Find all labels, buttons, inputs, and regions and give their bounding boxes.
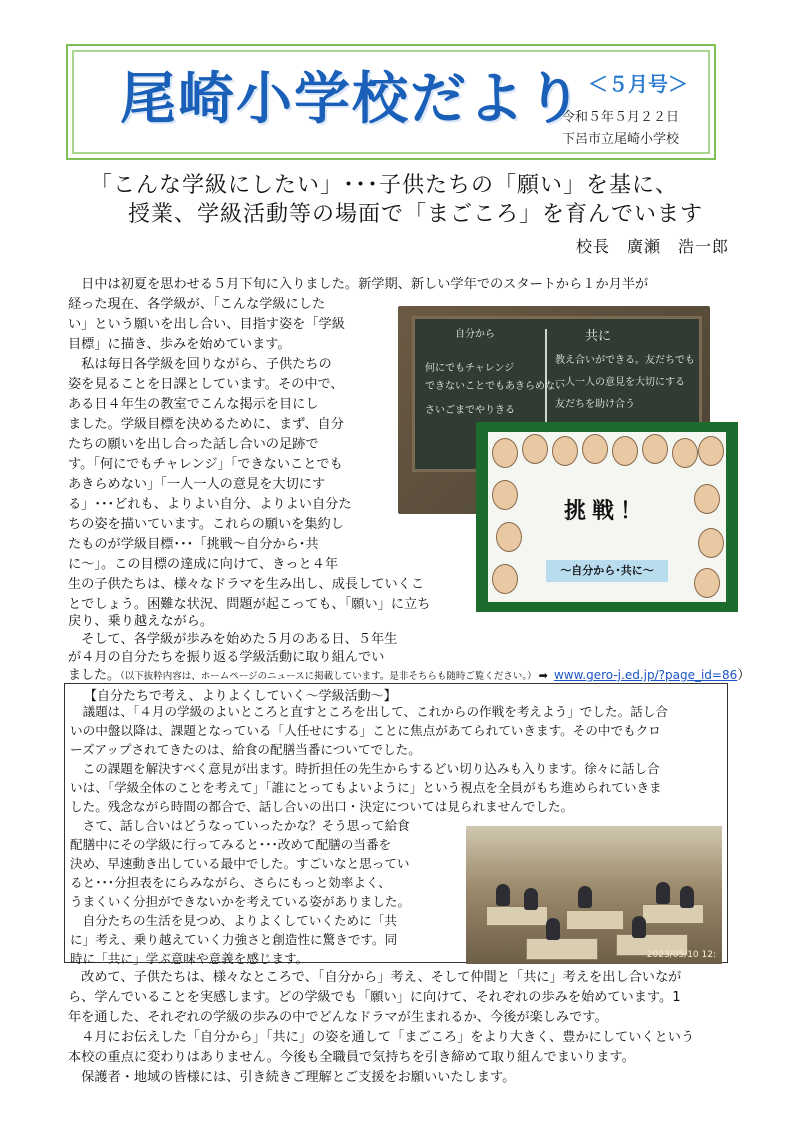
student xyxy=(632,916,646,938)
poster-title: 挑戦！ xyxy=(563,499,648,524)
box-title: 【自分たちで考え、よりよくしていく～学級活動～】 xyxy=(84,689,397,704)
face-drawing xyxy=(492,438,518,468)
body-line: が４月の自分たちを振り返る学級活動に取り組んでい xyxy=(68,650,385,665)
face-drawing xyxy=(698,436,724,466)
body-line: あきらめない」「一人一人の意見を大切にす xyxy=(68,477,326,492)
box-line: 自分たちの生活を見つめ、よりよくしていくために「共 xyxy=(70,913,397,928)
student xyxy=(496,884,510,906)
face-drawing xyxy=(672,438,698,468)
headline-line-2: 授業、学級活動等の場面で「まごころ」を育んでいます xyxy=(128,202,704,227)
box-line: 議題は、「４月の学級のよいところと直すところを出して、これからの作戦を考えよう」でした。話し合 xyxy=(70,704,668,719)
body-line: 生の子供たちは、様々なドラマを生み出し、成長していくこ xyxy=(68,577,425,592)
body-line: 経った現在、各学級が、「こんな学級にした xyxy=(68,297,326,312)
closing-line: ら、学んでいることを実感します。どの学級でも「願い」に向けて、それぞれの歩みを始めています。1 xyxy=(68,990,681,1005)
face-drawing xyxy=(698,528,724,558)
body-line: たものが学級目標･･･「挑戦～自分から･共 xyxy=(68,537,319,552)
board-text: 何にでもチャレンジ xyxy=(425,363,515,374)
arrow-right-icon: ➡ xyxy=(538,669,548,682)
box-line: 決め、早速動き出している最中でした。すごいなと思ってい xyxy=(70,856,410,871)
body-line: す。「何にでもチャレンジ」「できないことでも xyxy=(68,457,343,472)
body-line: い」という願いを出し合い、目指す姿を「学級 xyxy=(68,317,345,332)
body-line: ちの姿を描いています。これらの願いを集約し xyxy=(68,517,344,532)
box-line: うまくいく分担ができないかを考えている姿がありました。 xyxy=(70,894,411,909)
face-drawing xyxy=(694,568,720,598)
body-line-end: ました。 xyxy=(68,668,121,683)
face-drawing xyxy=(582,434,608,464)
board-label: 共に xyxy=(585,329,612,344)
closing-line: 本校の重点に変わりはありません。今後も全職員で気持ちを引き締めて取り組んでまいります。 xyxy=(68,1050,635,1065)
desk xyxy=(486,906,548,926)
body-line: 姿を見ることを日課としています。その中で、 xyxy=(68,377,344,392)
body-line: とでしょう。困難な状況、問題が起こっても、「願い」に立ち xyxy=(68,597,431,612)
board-label: 自分から xyxy=(455,329,495,340)
face-drawing xyxy=(496,522,522,552)
body-line: に～」。この目標の達成に向けて、きっと４年 xyxy=(68,557,339,572)
body-line: 戻り、乗り越えながら。 xyxy=(68,614,214,629)
homepage-link[interactable]: www.gero-j.ed.jp/?page_id=86 xyxy=(553,668,738,682)
board-text: できないことでもあきらめない xyxy=(425,381,565,392)
box-line: 時に「共に」学ぶ意味や意義を感じます。 xyxy=(70,951,309,966)
desk xyxy=(642,904,704,924)
photo-timestamp: 2023/05/10 12: xyxy=(646,950,716,960)
body-line: 目標」に描き、歩みを始めています。 xyxy=(68,337,291,352)
face-drawing xyxy=(492,480,518,510)
box-line: した。残念ながら時間の都合で、話し合いの出口・決定については見られませんでした。 xyxy=(70,799,574,814)
board-text: 友だちを助け合う xyxy=(555,399,635,410)
box-line: ーズアップされてきたのは、給食の配膳当番についてでした。 xyxy=(70,742,421,757)
classroom-lunch-photo xyxy=(466,826,722,964)
desk xyxy=(526,938,598,960)
body-line: たちの願いを出し合った話し合いの足跡で xyxy=(68,437,319,452)
closing-line: 年を通した、それぞれの学級の歩みの中でどんなドラマが生まれるか、今後が楽しみです。 xyxy=(68,1010,608,1025)
student xyxy=(546,918,560,940)
student xyxy=(578,886,592,908)
face-drawing xyxy=(522,434,548,464)
face-drawing xyxy=(694,484,720,514)
face-drawing xyxy=(552,436,578,466)
student xyxy=(680,886,694,908)
body-line: ました。学級目標を決めるために、まず、自分 xyxy=(68,417,344,432)
poster-board xyxy=(488,432,726,602)
box-line: ると･･･分担表をにらみながら、さらにもっと効率よく、 xyxy=(70,875,391,890)
issue-label: ＜５月号＞ xyxy=(588,72,688,96)
student xyxy=(524,888,538,910)
issue-date: 令和５年５月２２日 xyxy=(562,110,680,125)
class-goal-poster-photo xyxy=(476,422,738,612)
author: 校長 廣瀬 浩一郎 xyxy=(576,237,730,256)
box-line: 配膳中にその学級に行ってみると･･･改めて配膳の当番を xyxy=(70,837,392,852)
board-text: 教え合いができる。友だちでも xyxy=(555,355,695,366)
closing-line: ４月にお伝えした「自分から」「共に」の姿を通して「まごころ」をより大きく、豊かにしていくという xyxy=(68,1030,695,1045)
headline-line-1: 「こんな学級にしたい」･･･子供たちの「願い」を基に、 xyxy=(90,173,679,198)
face-drawing xyxy=(492,564,518,594)
board-text: 一人一人の意見を大切にする xyxy=(555,377,685,388)
board-text: さいごまでやりきる xyxy=(425,405,515,416)
closing-line: 保護者・地域の皆様には、引き続きご理解とご支援をお願いいたします。 xyxy=(68,1070,516,1085)
box-line: いは、「学級全体のことを考えて」「誰にとってもよいように」という視点を全員がもち進められていきま xyxy=(70,780,662,795)
body-line: る」･･･どれも、よりよい自分、よりよい自分た xyxy=(68,497,352,512)
box-line: この課題を解決すべく意見が出ます。時折担任の先生からするどい切り込みも入ります。徐々に話し合 xyxy=(70,761,660,776)
body-line: そして、各学級が歩みを始めた５月のある日、５年生 xyxy=(68,632,398,647)
box-line: さて、話し合いはどうなっていったかな？そう思って給食 xyxy=(70,818,410,833)
homepage-note-text: （以下抜粋内容は、ホームページのニュースに掲載しています。是非そちらも随時ご覧ください。） xyxy=(120,671,537,682)
school-name: 下呂市立尾崎小学校 xyxy=(562,132,680,147)
desk xyxy=(566,910,624,930)
box-line: いの中盤以降は、課題となっている「人任せにする」ことに焦点があてられていきます。その中でもクロ xyxy=(70,723,661,738)
student xyxy=(656,882,670,904)
newsletter-title: 尾崎小学校だより xyxy=(120,67,584,132)
box-line: に」考え、乗り越えていく力強さと創造性に驚きです。同 xyxy=(70,932,398,947)
closing-line: 改めて、子供たちは、様々なところで、「自分から」考え、そして仲間と「共に」考えを出し合いなが xyxy=(68,970,682,985)
face-drawing xyxy=(642,434,668,464)
face-drawing xyxy=(612,436,638,466)
body-line: 私は毎日各学級を回りながら、子供たちの xyxy=(68,357,332,372)
poster-subtitle: ～自分から･共に～ xyxy=(546,560,668,582)
body-line: 日中は初夏を思わせる５月下旬に入りました。新学期、新しい学年でのスタートから１か月半が xyxy=(68,277,649,292)
body-line: ある日４年生の教室でこんな掲示を目にし xyxy=(68,397,319,412)
link-close-paren: ） xyxy=(737,668,751,683)
